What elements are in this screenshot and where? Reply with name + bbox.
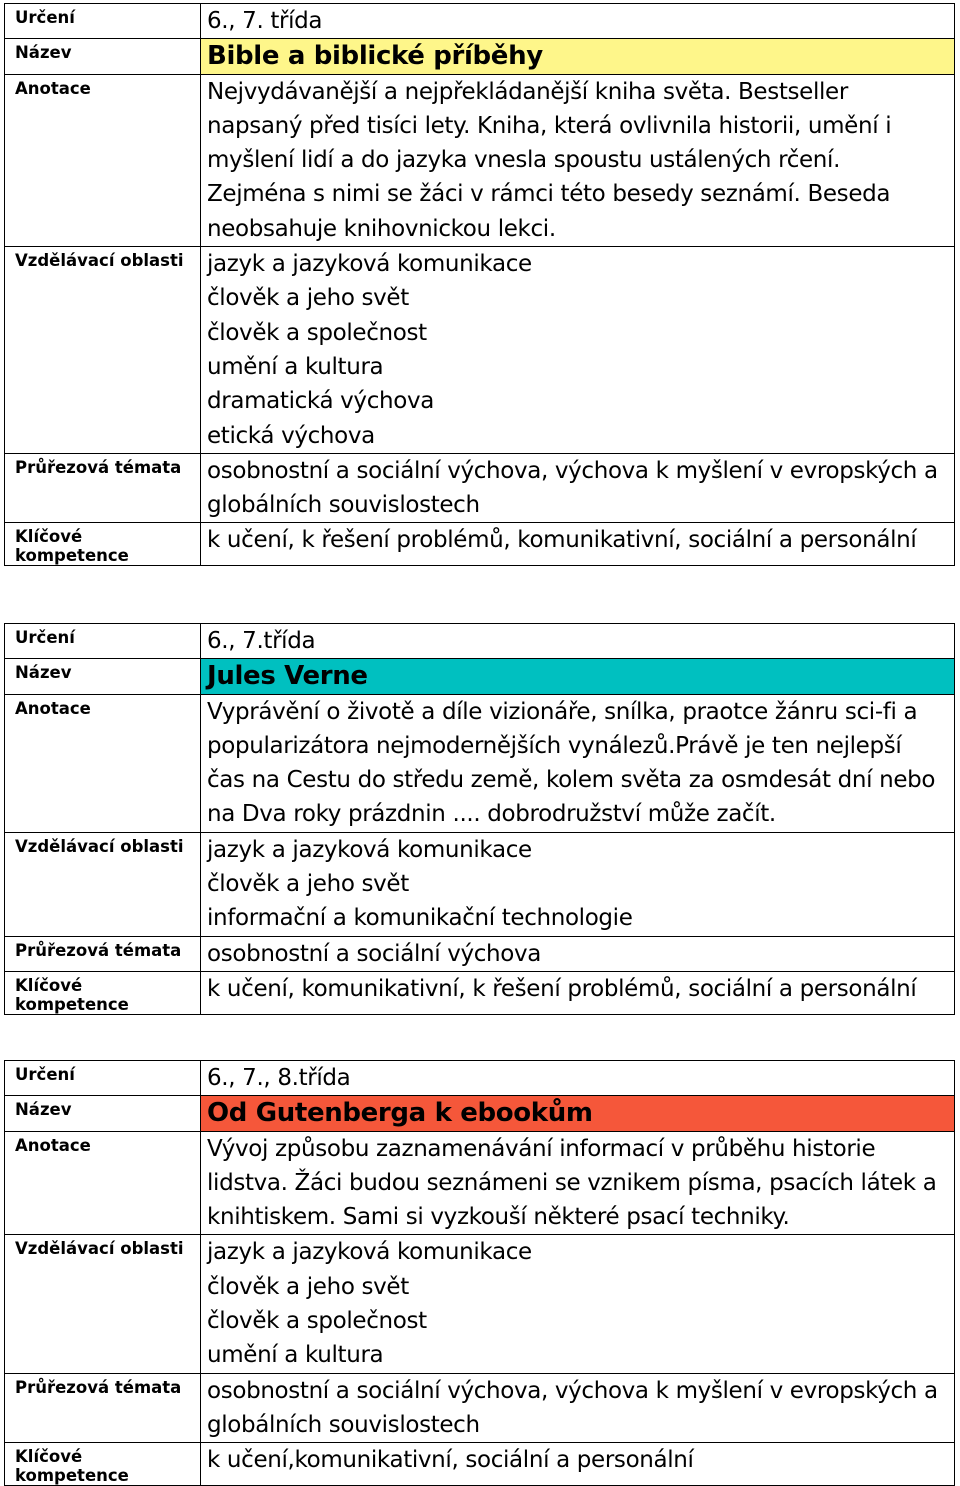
oblast-item: jazyk a jazyková komunikace <box>207 836 532 863</box>
tema-line: globálních souvislostech <box>207 1411 480 1438</box>
value-kompetence <box>201 523 955 566</box>
row-temata <box>5 1373 955 1443</box>
label-urceni: Určení <box>5 1061 201 1096</box>
value-urceni: 6., 7.třída <box>201 624 955 659</box>
row-kompetence <box>5 1443 955 1486</box>
row-urceni <box>5 4 955 39</box>
kompetence-line: k učení, komunikativní, k řešení problémů, sociální a personální <box>207 975 917 1002</box>
row-urceni <box>5 1061 955 1096</box>
oblast-item: člověk a jeho svět <box>207 871 409 898</box>
row-kompetence <box>5 971 955 1014</box>
label-anotace: Anotace <box>5 1131 201 1235</box>
anotace-line: Nejvydávanější a nejpřekládanější kniha světa. Bestseller <box>207 78 848 105</box>
anotace-line: na Dva roky prázdnin .... dobrodružství může začít. <box>207 801 776 828</box>
value-anotace <box>201 1131 955 1235</box>
anotace-line: napsaný před tisíci lety. Kniha, která ovlivnila historii, umění i <box>207 112 892 139</box>
value-temata <box>201 1373 955 1443</box>
value-kompetence <box>201 971 955 1014</box>
row-anotace <box>5 1131 955 1235</box>
label-temata: Průřezová témata <box>5 1373 201 1443</box>
kompetence-line: k učení,komunikativní, sociální a personální <box>207 1447 694 1474</box>
row-anotace <box>5 74 955 246</box>
anotace-line: knihtiskem. Sami si vyzkouší některé psací techniky. <box>207 1204 790 1231</box>
value-temata <box>201 453 955 523</box>
value-anotace <box>201 694 955 832</box>
row-urceni <box>5 624 955 659</box>
label-urceni: Určení <box>5 624 201 659</box>
oblast-item: dramatická výchova <box>207 388 434 415</box>
oblast-item: informační a komunikační technologie <box>207 905 633 932</box>
program-title: Od Gutenberga k ebookům <box>201 1096 955 1131</box>
oblast-item: člověk a společnost <box>207 319 427 346</box>
label-anotace: Anotace <box>5 694 201 832</box>
program-title: Bible a biblické příběhy <box>201 39 955 74</box>
program-card-gutenberg <box>4 1060 955 1486</box>
anotace-line: čas na Cestu do středu země, kolem světa za osmdesát dní nebo <box>207 767 936 794</box>
row-temata <box>5 453 955 523</box>
label-nazev: Název <box>5 659 201 694</box>
label-kompetence: Klíčové kompetence <box>5 523 201 566</box>
label-anotace: Anotace <box>5 74 201 246</box>
label-oblasti: Vzdělávací oblasti <box>5 832 201 936</box>
oblast-item: umění a kultura <box>207 1342 384 1369</box>
value-oblasti <box>201 832 955 936</box>
oblast-item: jazyk a jazyková komunikace <box>207 1239 532 1266</box>
anotace-line: popularizátora nejmodernějších vynálezů.Právě je ten nejlepší <box>207 732 902 759</box>
tema-line: osobnostní a sociální výchova, výchova k myšlení v evropských a <box>207 457 938 484</box>
program-card-bible <box>4 3 955 566</box>
value-oblasti <box>201 247 955 454</box>
program-card-jules-verne <box>4 623 955 1015</box>
anotace-line: lidstva. Žáci budou seznámeni se vznikem písma, psacích látek a <box>207 1169 937 1196</box>
value-kompetence <box>201 1443 955 1486</box>
program-title: Jules Verne <box>201 659 955 694</box>
row-temata <box>5 936 955 971</box>
oblast-item: člověk a společnost <box>207 1308 427 1335</box>
tema-line: osobnostní a sociální výchova, výchova k myšlení v evropských a <box>207 1377 938 1404</box>
value-temata <box>201 936 955 971</box>
label-oblasti: Vzdělávací oblasti <box>5 247 201 454</box>
row-anotace <box>5 694 955 832</box>
anotace-line: Vývoj způsobu zaznamenávání informací v průběhu historie <box>207 1135 876 1162</box>
row-nazev <box>5 1096 955 1131</box>
row-oblasti <box>5 247 955 454</box>
label-nazev: Název <box>5 39 201 74</box>
value-anotace <box>201 74 955 246</box>
kompetence-line: k učení, k řešení problémů, komunikativní, sociální a personální <box>207 527 917 554</box>
row-oblasti <box>5 832 955 936</box>
value-urceni: 6., 7., 8.třída <box>201 1061 955 1096</box>
anotace-line: neobsahuje knihovnickou lekci. <box>207 215 556 242</box>
oblast-item: etická výchova <box>207 422 375 449</box>
tema-line: globálních souvislostech <box>207 492 480 519</box>
value-oblasti <box>201 1235 955 1373</box>
label-temata: Průřezová témata <box>5 453 201 523</box>
anotace-line: Zejména s nimi se žáci v rámci této besedy seznámí. Beseda <box>207 181 891 208</box>
label-nazev: Název <box>5 1096 201 1131</box>
anotace-line: Vyprávění o životě a díle vizionáře, snílka, praotce žánru sci-fi a <box>207 698 918 725</box>
anotace-line: myšlení lidí a do jazyka vnesla spoustu ustálených rčení. <box>207 147 841 174</box>
tema-line: osobnostní a sociální výchova <box>207 940 541 967</box>
row-nazev <box>5 39 955 74</box>
label-temata: Průřezová témata <box>5 936 201 971</box>
label-kompetence: Klíčové kompetence <box>5 971 201 1014</box>
oblast-item: člověk a jeho svět <box>207 1273 409 1300</box>
label-oblasti: Vzdělávací oblasti <box>5 1235 201 1373</box>
oblast-item: umění a kultura <box>207 353 384 380</box>
row-nazev <box>5 659 955 694</box>
value-urceni: 6., 7. třída <box>201 4 955 39</box>
row-oblasti <box>5 1235 955 1373</box>
oblast-item: jazyk a jazyková komunikace <box>207 251 532 278</box>
row-kompetence <box>5 523 955 566</box>
oblast-item: člověk a jeho svět <box>207 285 409 312</box>
label-urceni: Určení <box>5 4 201 39</box>
label-kompetence: Klíčové kompetence <box>5 1443 201 1486</box>
